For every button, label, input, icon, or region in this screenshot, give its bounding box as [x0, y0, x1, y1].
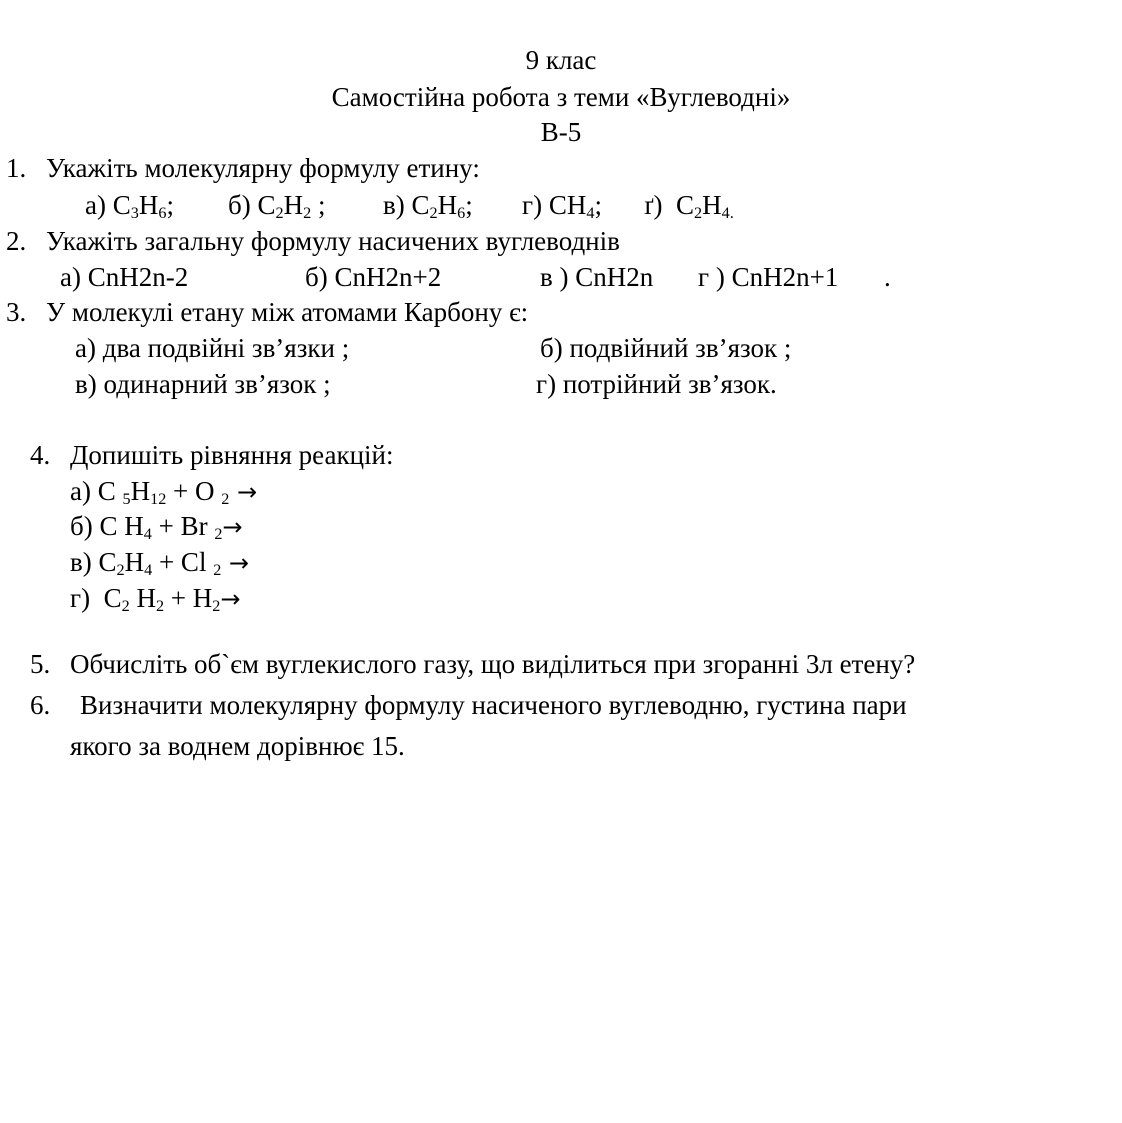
- question-text: Укажіть молекулярну формулу етину:: [46, 153, 480, 183]
- q3-option-v: в) одинарний зв’язок ;: [75, 369, 331, 399]
- q1-option-v: в) $C_2H_6$;: [383, 190, 473, 222]
- question-number: 1.: [6, 153, 27, 183]
- question-number: 2.: [6, 226, 27, 256]
- q3-option-b: б) подвійний зв’язок ;: [540, 333, 792, 363]
- grade-heading: 9 клас: [525, 45, 597, 75]
- question-number: 3.: [6, 297, 27, 327]
- question-1: [6, 155, 480, 182]
- question-text: Допишіть рівняння реакцій:: [70, 440, 394, 470]
- question-4: [30, 442, 393, 469]
- q3-option-a: а) два подвійні зв’язки ;: [75, 333, 350, 363]
- question-number: 5.: [30, 649, 51, 679]
- q1-option-a: а) $C_3H_6$;: [85, 190, 174, 222]
- q2-option-a: а) CnH2n-2: [60, 262, 189, 292]
- q2-option-g: г ) CnH2n+1: [698, 262, 839, 292]
- question-text: Обчисліть об`єм вуглекислого газу, що виділиться при згоранні 3л етену?: [70, 649, 916, 679]
- q4-reaction-g: г) $C_2$ $H_2 + H_2\to$: [70, 583, 241, 615]
- q3-option-g: г) потрійний зв’язок.: [536, 369, 777, 399]
- question-6: [30, 692, 907, 719]
- arrow-icon: →: [221, 549, 250, 577]
- arrow-icon: →: [220, 585, 241, 613]
- q2-trailing-dot: .: [884, 262, 891, 292]
- q2-option-b: б) CnH2n+2: [305, 262, 442, 292]
- arrow-icon: →: [229, 478, 258, 506]
- question-5: [30, 651, 915, 678]
- arrow-icon: →: [222, 513, 243, 541]
- q1-option-g: г) $CH_4$;: [522, 190, 602, 222]
- worksheet-title: Самостійна робота з теми «Вуглеводні»: [331, 82, 791, 112]
- question-2: [6, 228, 620, 255]
- q1-option-ge: ґ) $C_2H_{4.}$: [644, 190, 734, 222]
- q4-reaction-b: б) C $H_4 + Br$ $_2$→: [70, 511, 243, 543]
- variant-label: В-5: [540, 117, 582, 147]
- question-text: Укажіть загальну формулу насичених вуглеводнів: [46, 226, 620, 256]
- question-text: У молекулі етану між атомами Карбону є:: [46, 297, 529, 327]
- q4-reaction-a: а) C $_5H_{12} + O$ $_2$ →: [70, 476, 258, 508]
- question-3: [6, 299, 528, 326]
- question-number: 4.: [30, 440, 51, 470]
- q2-option-v: в ) CnH2n: [540, 262, 654, 292]
- question-number: 6.: [30, 690, 51, 720]
- question-text: Визначити молекулярну формулу насиченого вуглеводню, густина пари: [80, 690, 907, 720]
- question-6-continuation: якого за воднем дорівнює 15.: [70, 731, 405, 761]
- q4-reaction-v: в) $C_2H_4 + Cl$ $_2$ →: [70, 547, 250, 579]
- q1-option-b: б) $C_2H_2$ ;: [228, 190, 326, 222]
